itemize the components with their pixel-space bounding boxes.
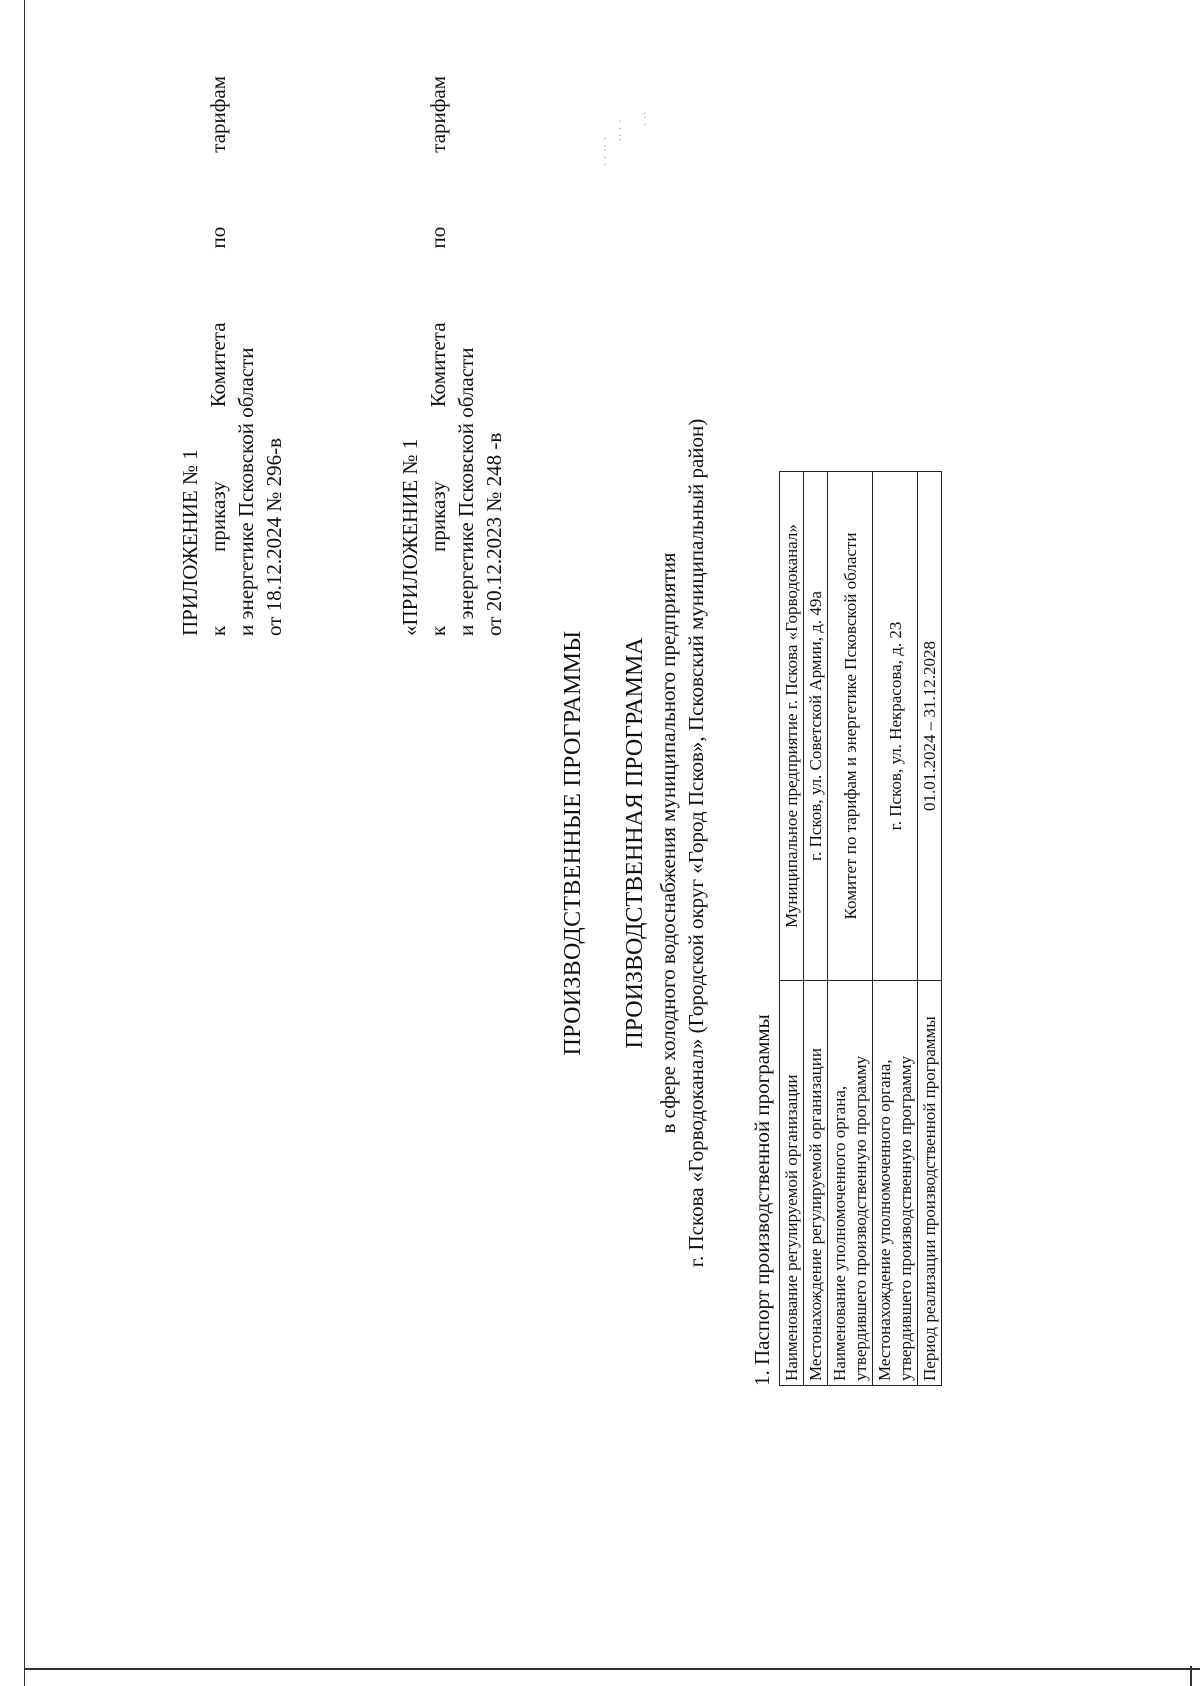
table-row [804,472,828,1386]
row-label: Период реализации производственной программы [918,981,942,1386]
program-organization: г. Пскова «Горводоканал» (Городской округ «Город Псков», Псковский муниципальный район) [684,418,708,1268]
row-value: 01.01.2024 – 31.12.2028 [918,472,942,981]
section-heading: 1. Паспорт производственной программы [750,1014,774,1386]
row-value: Муниципальное предприятие г. Пскова «Горводоканал» [780,472,804,981]
appendix-title: «ПРИЛОЖЕНИЕ № 1 [398,438,422,636]
row-value: Комитет по тарифам и энергетике Псковской области [828,472,873,981]
appendix-committee-line: и энергетике Псковской области [234,347,258,636]
appendix-current [176,76,288,636]
row-value: г. Псков, ул. Некрасова, д. 23 [873,472,918,981]
appendix-order-line: к приказу Комитета по тарифам [206,76,230,636]
row-label: Наименование уполномоченного органа, утвердившего производственную программу [828,981,873,1386]
appendix-date-line: от 18.12.2024 № 296-в [262,437,286,636]
program-title: ПРОИЗВОДСТВЕННАЯ ПРОГРАММА [622,637,648,1049]
program-subtitle: в сфере холодного водоснабжения муниципального предприятия [656,552,680,1134]
table-row [873,472,918,1386]
row-label: Местонахождение регулируемой организации [804,981,828,1386]
faded-stamp-mark: · ·· [640,110,650,126]
main-title: ПРОИЗВОДСТВЕННЫЕ ПРОГРАММЫ [560,630,586,1056]
appendix-order-line: к приказу Комитета по тарифам [426,76,450,636]
appendix-title: ПРИЛОЖЕНИЕ № 1 [178,449,202,636]
faded-stamp-mark: · · ·· · [600,136,610,166]
row-label: Местонахождение уполномоченного органа, утвердившего производственную программу [873,981,918,1386]
appendix-committee-line: и энергетике Псковской области [454,347,478,636]
table-row [918,472,942,1386]
passport-table [779,471,942,1386]
row-label: Наименование регулируемой организации [780,981,804,1386]
faded-stamp-mark: ·· · · [615,118,625,141]
appendix-previous [396,76,508,636]
table-row [780,472,804,1386]
appendix-date-line: от 20.12.2023 № 248 -в [482,432,506,636]
table-row [828,472,873,1386]
row-value: г. Псков, ул. Советской Армии, д. 49а [804,472,828,981]
